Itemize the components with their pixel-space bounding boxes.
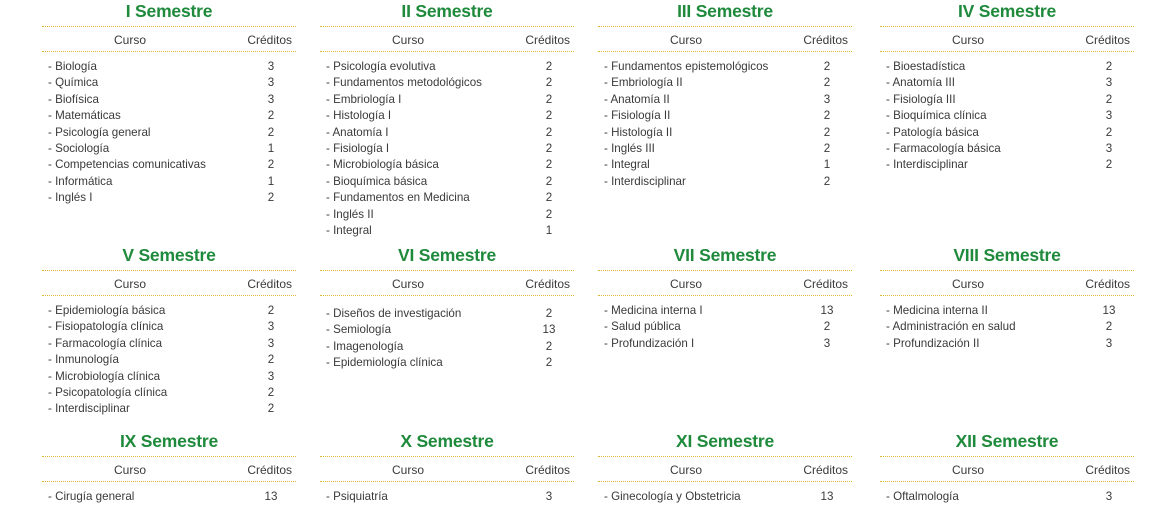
course-list bbox=[880, 489, 1134, 505]
course-credits: 3 bbox=[267, 60, 275, 73]
course-credits: 3 bbox=[267, 336, 275, 350]
course-name: - Integral bbox=[326, 223, 372, 237]
course-credits: 2 bbox=[1105, 92, 1113, 106]
credits-column-header: Créditos bbox=[525, 277, 570, 291]
course-name: - Biofísica bbox=[48, 92, 99, 106]
course-row bbox=[42, 125, 296, 141]
course-credits: 2 bbox=[823, 174, 831, 188]
course-row bbox=[598, 489, 852, 505]
dotted-divider bbox=[42, 481, 296, 482]
course-credits: 13 bbox=[1102, 304, 1116, 317]
semester-block bbox=[42, 0, 296, 207]
credits-column-header: Créditos bbox=[1085, 277, 1130, 291]
course-name: - Fundamentos metodológicos bbox=[326, 76, 482, 90]
semester-block bbox=[598, 430, 852, 505]
course-name: - Integral bbox=[604, 158, 650, 172]
course-column-header: Curso bbox=[669, 277, 702, 291]
semester-block bbox=[880, 244, 1134, 352]
dotted-divider bbox=[320, 481, 574, 482]
course-name: - Microbiología básica bbox=[326, 158, 439, 172]
course-credits: 2 bbox=[1105, 320, 1113, 334]
course-row bbox=[320, 322, 574, 338]
course-credits: 2 bbox=[823, 60, 831, 73]
course-row bbox=[880, 141, 1134, 157]
course-row bbox=[42, 108, 296, 124]
course-name: - Fisiología III bbox=[886, 92, 956, 106]
course-name: - Biología bbox=[48, 60, 97, 73]
course-name: - Fundamentos epistemológicos bbox=[604, 60, 769, 73]
course-row bbox=[42, 59, 296, 75]
semester-title: VI Semestre bbox=[398, 245, 496, 265]
course-name: - Epidemiología básica bbox=[48, 304, 166, 317]
course-credits: 2 bbox=[823, 125, 831, 139]
dotted-divider bbox=[880, 270, 1134, 271]
semester-title: VII Semestre bbox=[673, 245, 777, 265]
course-name: - Histología I bbox=[326, 109, 392, 123]
column-header-row bbox=[42, 273, 296, 295]
course-name: - Competencias comunicativas bbox=[48, 158, 206, 172]
course-credits: 2 bbox=[1105, 125, 1113, 139]
course-row bbox=[42, 489, 296, 505]
course-name: - Fisiopatología clínica bbox=[48, 320, 164, 334]
column-header-row bbox=[320, 273, 574, 295]
course-column-header: Curso bbox=[391, 277, 424, 291]
course-credits: 2 bbox=[267, 191, 275, 205]
semester-title: VIII Semestre bbox=[953, 245, 1061, 265]
course-name: - Inglés III bbox=[604, 141, 655, 155]
credits-column-header: Créditos bbox=[247, 463, 292, 477]
course-list bbox=[320, 59, 574, 239]
course-column-header: Curso bbox=[391, 33, 424, 47]
course-list bbox=[598, 59, 852, 190]
course-credits: 2 bbox=[545, 191, 553, 205]
course-name: - Farmacología básica bbox=[886, 141, 1001, 155]
course-row bbox=[42, 190, 296, 206]
course-name: - Bioquímica clínica bbox=[886, 109, 987, 123]
credits-column-header: Créditos bbox=[1085, 33, 1130, 47]
course-name: - Anatomía I bbox=[326, 125, 389, 139]
course-name: - Profundización II bbox=[886, 336, 980, 350]
course-name: - Cirugía general bbox=[48, 490, 135, 503]
credits-column-header: Créditos bbox=[525, 33, 570, 47]
course-name: - Matemáticas bbox=[48, 109, 121, 123]
column-header-row bbox=[598, 273, 852, 295]
course-row bbox=[42, 352, 296, 368]
course-row bbox=[598, 141, 852, 157]
course-name: - Profundización I bbox=[604, 336, 695, 350]
course-credits: 2 bbox=[545, 339, 553, 353]
course-credits: 2 bbox=[545, 307, 553, 320]
course-row bbox=[320, 141, 574, 157]
course-name: - Anatomía III bbox=[886, 76, 955, 90]
course-row bbox=[42, 369, 296, 385]
course-row bbox=[880, 125, 1134, 141]
dotted-divider bbox=[42, 270, 296, 271]
course-list bbox=[598, 303, 852, 352]
semester-block bbox=[598, 244, 852, 352]
course-credits: 2 bbox=[1105, 60, 1113, 73]
course-credits: 2 bbox=[545, 356, 553, 370]
dotted-divider bbox=[320, 270, 574, 271]
course-row bbox=[42, 303, 296, 319]
course-name: - Imagenología bbox=[326, 339, 404, 353]
course-row bbox=[320, 190, 574, 206]
course-name: - Fisiología I bbox=[326, 141, 390, 155]
dotted-divider bbox=[320, 26, 574, 27]
semester-title: XI Semestre bbox=[676, 431, 774, 451]
course-credits: 3 bbox=[1105, 336, 1113, 350]
course-name: - Interdisciplinar bbox=[886, 158, 968, 172]
semester-block bbox=[320, 430, 574, 505]
course-row bbox=[598, 92, 852, 108]
course-name: - Ginecología y Obstetricia bbox=[604, 490, 741, 503]
course-name: - Inglés I bbox=[48, 191, 93, 205]
semester-block bbox=[880, 0, 1134, 174]
course-credits: 3 bbox=[1105, 76, 1113, 90]
course-name: - Fisiología II bbox=[604, 109, 671, 123]
course-name: - Psicología general bbox=[48, 125, 151, 139]
course-row bbox=[880, 319, 1134, 335]
course-credits: 3 bbox=[545, 490, 553, 503]
course-row bbox=[320, 125, 574, 141]
semester-title: III Semestre bbox=[677, 1, 773, 21]
course-credits: 13 bbox=[542, 323, 556, 337]
course-row bbox=[42, 92, 296, 108]
course-row bbox=[42, 75, 296, 91]
course-row bbox=[42, 401, 296, 417]
semester-title: IX Semestre bbox=[120, 431, 218, 451]
course-row bbox=[42, 385, 296, 401]
credits-column-header: Créditos bbox=[525, 463, 570, 477]
column-header-row bbox=[320, 459, 574, 481]
course-row bbox=[598, 125, 852, 141]
course-name: - Interdisciplinar bbox=[48, 402, 130, 416]
course-row bbox=[880, 108, 1134, 124]
course-credits: 2 bbox=[267, 402, 275, 416]
dotted-divider bbox=[598, 295, 852, 296]
dotted-divider bbox=[880, 456, 1134, 457]
course-row bbox=[880, 336, 1134, 352]
course-credits: 3 bbox=[823, 336, 831, 350]
course-credits: 3 bbox=[823, 92, 831, 106]
course-name: - Medicina interna II bbox=[886, 304, 988, 317]
course-name: - Patología básica bbox=[886, 125, 979, 139]
dotted-divider bbox=[42, 456, 296, 457]
course-row bbox=[42, 157, 296, 173]
course-name: - Farmacología clínica bbox=[48, 336, 163, 350]
dotted-divider bbox=[320, 295, 574, 296]
course-name: - Histología II bbox=[604, 125, 673, 139]
column-header-row bbox=[880, 459, 1134, 481]
course-list bbox=[880, 303, 1134, 352]
course-row bbox=[320, 355, 574, 371]
course-credits: 2 bbox=[267, 353, 275, 367]
course-credits: 2 bbox=[823, 76, 831, 90]
course-name: - Psicología evolutiva bbox=[326, 60, 436, 73]
course-row bbox=[320, 92, 574, 108]
course-row bbox=[598, 319, 852, 335]
course-credits: 2 bbox=[545, 158, 553, 172]
course-row bbox=[598, 75, 852, 91]
course-column-header: Curso bbox=[391, 463, 424, 477]
course-column-header: Curso bbox=[951, 33, 984, 47]
credits-column-header: Créditos bbox=[247, 277, 292, 291]
course-row bbox=[320, 75, 574, 91]
course-credits: 2 bbox=[545, 76, 553, 90]
column-header-row bbox=[42, 459, 296, 481]
course-credits: 3 bbox=[267, 320, 275, 334]
course-credits: 3 bbox=[1105, 141, 1113, 155]
semester-block bbox=[320, 0, 574, 239]
course-credits: 13 bbox=[820, 304, 834, 317]
course-list bbox=[598, 489, 852, 505]
course-name: - Anatomía II bbox=[604, 92, 670, 106]
dotted-divider bbox=[880, 295, 1134, 296]
course-name: - Embriología I bbox=[326, 92, 402, 106]
course-credits: 2 bbox=[545, 60, 553, 73]
semester-title: X Semestre bbox=[400, 431, 494, 451]
course-list bbox=[42, 303, 296, 418]
course-row bbox=[598, 108, 852, 124]
course-name: - Inglés II bbox=[326, 207, 374, 221]
course-credits: 3 bbox=[267, 369, 275, 383]
course-row bbox=[320, 157, 574, 173]
course-credits: 13 bbox=[820, 490, 834, 503]
course-name: - Microbiología clínica bbox=[48, 369, 161, 383]
course-name: - Bioestadística bbox=[886, 60, 966, 73]
dotted-divider bbox=[880, 481, 1134, 482]
semester-block bbox=[42, 244, 296, 418]
course-row bbox=[320, 59, 574, 75]
semester-block bbox=[880, 430, 1134, 505]
course-row bbox=[598, 336, 852, 352]
column-header-row bbox=[880, 29, 1134, 51]
course-row bbox=[320, 174, 574, 190]
course-credits: 2 bbox=[823, 141, 831, 155]
course-row bbox=[598, 303, 852, 319]
dotted-divider bbox=[598, 481, 852, 482]
course-name: - Diseños de investigación bbox=[326, 307, 462, 320]
course-credits: 3 bbox=[267, 76, 275, 90]
course-column-header: Curso bbox=[669, 33, 702, 47]
dotted-divider bbox=[320, 51, 574, 52]
course-column-header: Curso bbox=[951, 463, 984, 477]
course-row bbox=[320, 223, 574, 239]
column-header-row bbox=[598, 459, 852, 481]
course-row bbox=[880, 157, 1134, 173]
course-credits: 2 bbox=[545, 92, 553, 106]
course-row bbox=[42, 319, 296, 335]
semester-title: V Semestre bbox=[122, 245, 216, 265]
semester-block bbox=[42, 430, 296, 505]
course-credits: 2 bbox=[545, 141, 553, 155]
course-row bbox=[320, 207, 574, 223]
semester-block bbox=[598, 0, 852, 190]
dotted-divider bbox=[598, 26, 852, 27]
course-column-header: Curso bbox=[113, 463, 146, 477]
course-credits: 2 bbox=[1105, 158, 1113, 172]
dotted-divider bbox=[598, 270, 852, 271]
course-list bbox=[42, 489, 296, 505]
course-credits: 2 bbox=[267, 109, 275, 123]
course-credits: 1 bbox=[823, 158, 831, 172]
course-credits: 2 bbox=[267, 125, 275, 139]
course-credits: 2 bbox=[545, 125, 553, 139]
course-row bbox=[880, 59, 1134, 75]
course-name: - Interdisciplinar bbox=[604, 174, 686, 188]
course-row bbox=[320, 489, 574, 505]
course-column-header: Curso bbox=[113, 33, 146, 47]
course-row bbox=[880, 489, 1134, 505]
credits-column-header: Créditos bbox=[247, 33, 292, 47]
course-row bbox=[598, 59, 852, 75]
dotted-divider bbox=[42, 26, 296, 27]
course-row bbox=[42, 141, 296, 157]
credits-column-header: Créditos bbox=[803, 463, 848, 477]
course-row bbox=[320, 339, 574, 355]
course-name: - Sociología bbox=[48, 141, 110, 155]
credits-column-header: Créditos bbox=[1085, 463, 1130, 477]
semester-title: II Semestre bbox=[401, 1, 493, 21]
course-credits: 2 bbox=[823, 320, 831, 334]
course-list bbox=[320, 306, 574, 372]
course-name: - Medicina interna I bbox=[604, 304, 703, 317]
course-row bbox=[880, 92, 1134, 108]
column-header-row bbox=[42, 29, 296, 51]
column-header-row bbox=[880, 273, 1134, 295]
course-credits: 2 bbox=[267, 385, 275, 399]
course-credits: 2 bbox=[823, 109, 831, 123]
course-credits: 3 bbox=[267, 92, 275, 106]
course-column-header: Curso bbox=[669, 463, 702, 477]
course-row bbox=[42, 174, 296, 190]
course-name: - Psiquiatría bbox=[326, 490, 388, 503]
course-credits: 13 bbox=[264, 490, 278, 503]
course-credits: 2 bbox=[545, 174, 553, 188]
course-row bbox=[320, 306, 574, 322]
course-name: - Psicopatología clínica bbox=[48, 385, 168, 399]
course-credits: 2 bbox=[545, 207, 553, 221]
course-column-header: Curso bbox=[951, 277, 984, 291]
course-column-header: Curso bbox=[113, 277, 146, 291]
course-name: - Bioquímica básica bbox=[326, 174, 428, 188]
course-credits: 2 bbox=[545, 109, 553, 123]
semester-title: XII Semestre bbox=[955, 431, 1059, 451]
dotted-divider bbox=[880, 51, 1134, 52]
course-row bbox=[320, 108, 574, 124]
course-list bbox=[42, 59, 296, 207]
course-name: - Inmunología bbox=[48, 353, 119, 367]
dotted-divider bbox=[598, 456, 852, 457]
column-header-row bbox=[320, 29, 574, 51]
course-name: - Oftalmología bbox=[886, 490, 959, 503]
course-name: - Administración en salud bbox=[886, 320, 1016, 334]
course-row bbox=[880, 75, 1134, 91]
semester-title: IV Semestre bbox=[958, 1, 1056, 21]
course-list bbox=[880, 59, 1134, 174]
dotted-divider bbox=[320, 456, 574, 457]
course-row bbox=[598, 174, 852, 190]
course-name: - Semiología bbox=[326, 323, 392, 337]
semester-title: I Semestre bbox=[125, 1, 213, 21]
course-row bbox=[598, 157, 852, 173]
course-row bbox=[880, 303, 1134, 319]
course-list bbox=[320, 489, 574, 505]
course-credits: 3 bbox=[1105, 490, 1113, 503]
credits-column-header: Créditos bbox=[803, 33, 848, 47]
column-header-row bbox=[598, 29, 852, 51]
semester-block bbox=[320, 244, 574, 372]
dotted-divider bbox=[42, 295, 296, 296]
course-credits: 1 bbox=[267, 174, 275, 188]
credits-column-header: Créditos bbox=[803, 277, 848, 291]
course-name: - Fundamentos en Medicina bbox=[326, 191, 470, 205]
dotted-divider bbox=[598, 51, 852, 52]
course-credits: 2 bbox=[267, 158, 275, 172]
course-name: - Embriología II bbox=[604, 76, 683, 90]
dotted-divider bbox=[42, 51, 296, 52]
course-row bbox=[42, 336, 296, 352]
course-name: - Epidemiología clínica bbox=[326, 356, 443, 370]
course-credits: 1 bbox=[545, 223, 553, 237]
course-name: - Química bbox=[48, 76, 99, 90]
course-name: - Salud pública bbox=[604, 320, 681, 334]
course-credits: 3 bbox=[1105, 109, 1113, 123]
course-credits: 2 bbox=[267, 304, 275, 317]
course-credits: 1 bbox=[267, 141, 275, 155]
course-name: - Informática bbox=[48, 174, 113, 188]
dotted-divider bbox=[880, 26, 1134, 27]
